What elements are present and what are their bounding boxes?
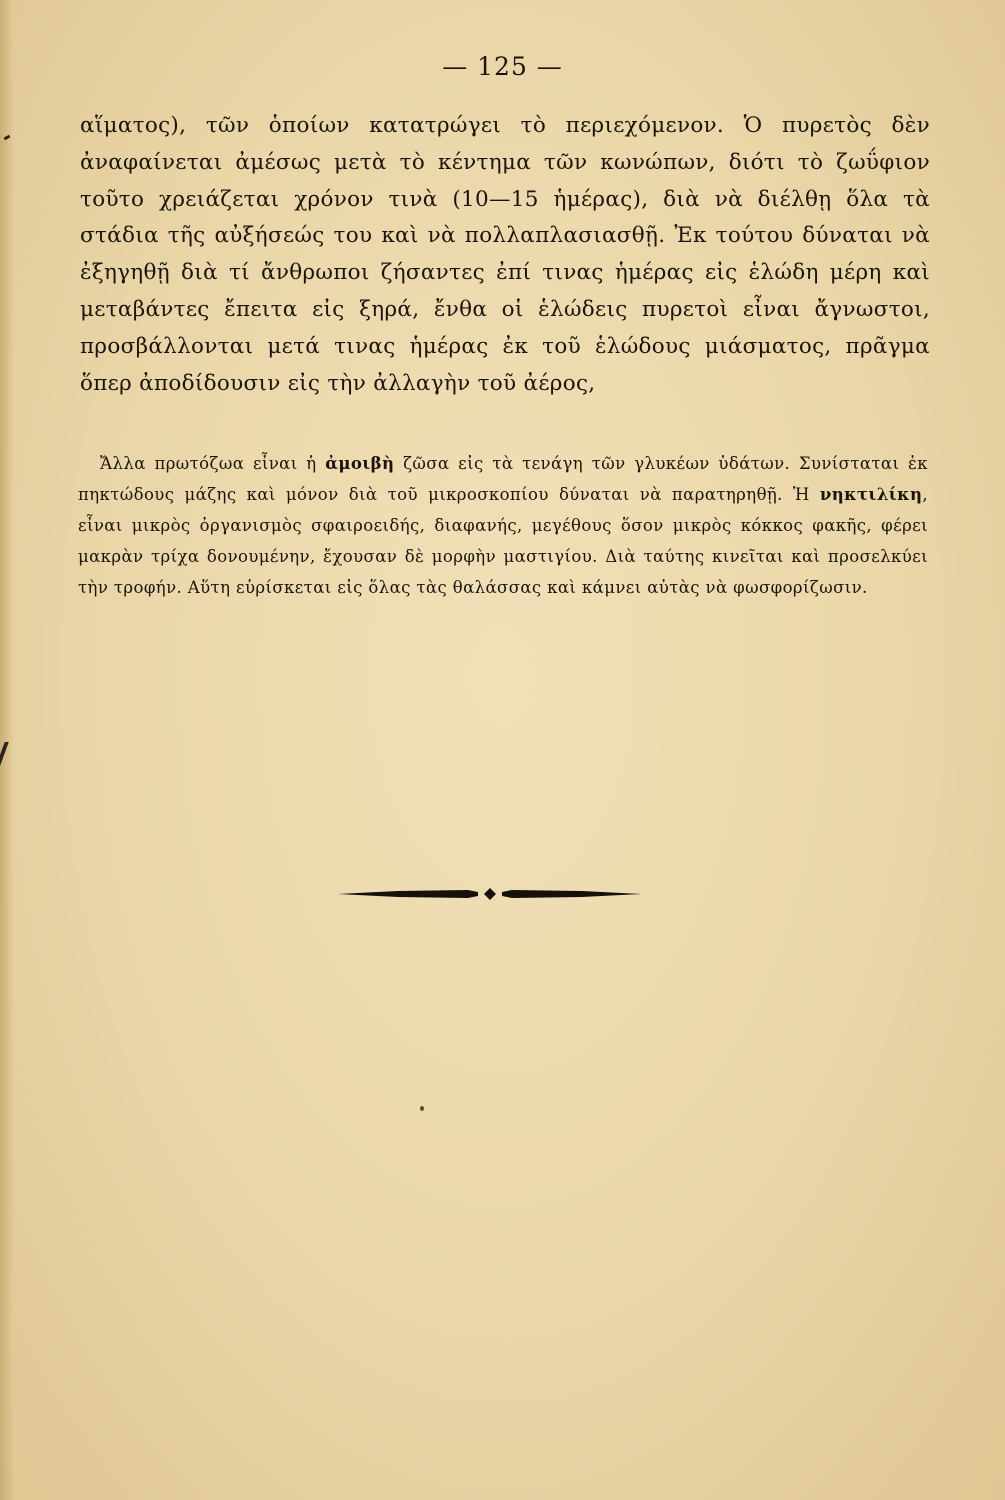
footnote-block [78, 448, 928, 603]
footnote-text-3: , εἶναι μικρὸς ὀργανισμὸς σφαιροειδής, διαφανής, μεγέθους ὅσον μικρὸς κόκκος φακῆς, φέρει μακρὰν τρίχα δονουμένην, ἔχουσαν δὲ μορφὴν μαστιγίου. Διὰ ταύτης κινεῖται καὶ προσελκύει τὴν τροφήν. Αὕτη εὑρίσκεται εἰς ὅλας τὰς θαλάσσας καὶ κάμνει αὐτὰς νὰ φωσφορίζωσιν. [78, 485, 928, 597]
paper-speck [420, 1106, 424, 1111]
footnote-term-amoeba: ἀμοιβὴ [325, 454, 395, 473]
page-number: — 125 — [442, 52, 563, 81]
footnote-paragraph [78, 448, 928, 603]
main-paragraph: αἵματος), τῶν ὁποίων κατατρώγει τὸ περιεχόμενον. Ὁ πυρετὸς δὲν ἀναφαίνεται ἀμέσως μετὰ τὸ κέντημα τῶν κωνώπων, διότι τὸ ζωΰφιον τοῦτο χρειάζεται χρόνον τινὰ (10—15 ἡμέρας), διὰ νὰ διέλθῃ ὅλα τὰ στάδια τῆς αὐξήσεώς του καὶ νὰ πολλαπλασιασθῇ. Ἐκ τούτου δύναται νὰ ἐξηγηθῇ διὰ τί ἄνθρωποι ζήσαντες ἐπί τινας ἡμέρας εἰς ἑλώδη μέρη καὶ μεταβάντες ἔπειτα εἰς ξηρά, ἔνθα οἱ ἑλώδεις πυρετοὶ εἶναι ἄγνωστοι, προσβάλλονται μετά τινας ἡμέρας ἐκ τοῦ ἑλώδους μιάσματος, πρᾶγμα ὅπερ ἀποδίδουσιν εἰς τὴν ἀλλαγὴν τοῦ ἀέρος, [80, 113, 930, 396]
footnote-text-2: ζῶσα εἰς τὰ τενάγη τῶν γλυκέων ὑδάτων. Συνίσταται ἐκ πηκτώδους μάζης καὶ μόνον διὰ τοῦ μικροσκοπίου δύναται νὰ παρατηρηθῇ. Ἡ [78, 454, 929, 504]
section-end-ornament [338, 883, 642, 905]
footnote-term-noctiluca: νηκτιλίκη [819, 485, 923, 504]
footnote-text-1: Ἄλλα πρωτόζωα εἶναι ἡ [100, 454, 326, 473]
main-text-block [80, 108, 930, 402]
